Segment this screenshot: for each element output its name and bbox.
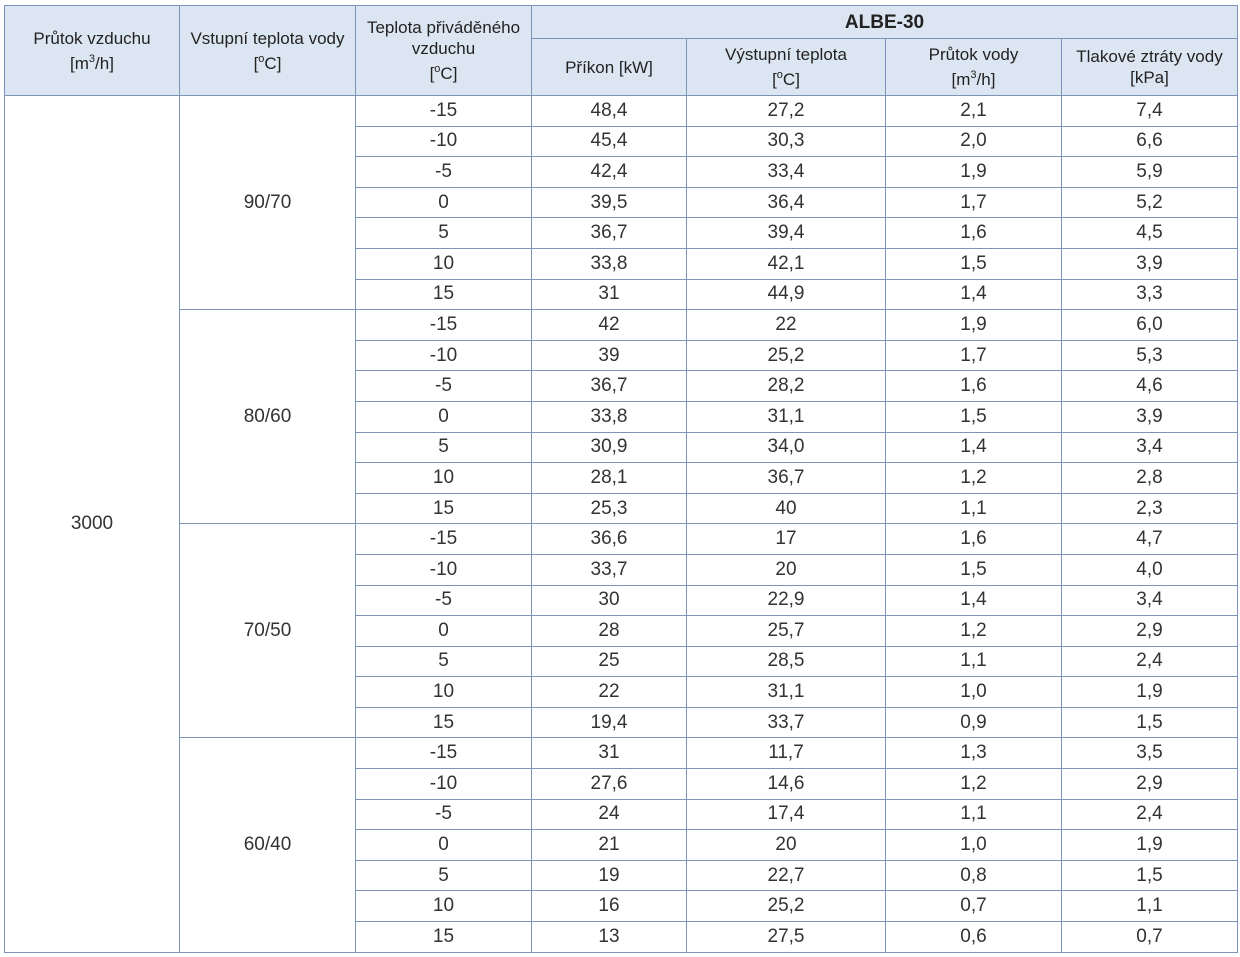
output-temp-cell: 39,4 xyxy=(687,218,886,249)
header-water-temp xyxy=(180,6,356,96)
supply-air-temp-cell: 0 xyxy=(356,830,532,861)
output-temp-cell: 25,2 xyxy=(687,340,886,371)
power-cell: 30,9 xyxy=(532,432,687,463)
output-temp-cell: 14,6 xyxy=(687,769,886,800)
output-temp-cell: 36,7 xyxy=(687,463,886,494)
pressure-loss-cell: 2,9 xyxy=(1062,769,1238,800)
pressure-loss-cell: 3,4 xyxy=(1062,585,1238,616)
pressure-loss-cell: 3,5 xyxy=(1062,738,1238,769)
pressure-loss-cell: 3,9 xyxy=(1062,401,1238,432)
supply-air-temp-cell: -5 xyxy=(356,157,532,188)
pressure-loss-cell: 1,9 xyxy=(1062,830,1238,861)
pressure-loss-cell: 1,9 xyxy=(1062,677,1238,708)
water-flow-cell: 1,0 xyxy=(886,830,1062,861)
water-flow-cell: 1,7 xyxy=(886,340,1062,371)
header-pressure-loss: Tlakové ztráty vody [kPa] xyxy=(1062,39,1238,96)
water-flow-cell: 2,0 xyxy=(886,126,1062,157)
header-air-flow-unit: $[m^3/h]$ xyxy=(70,52,114,73)
header-water-temp-title: Vstupní teplota vody xyxy=(190,28,345,48)
power-cell: 39,5 xyxy=(532,187,687,218)
power-cell: 13 xyxy=(532,922,687,953)
pressure-loss-cell: 2,8 xyxy=(1062,463,1238,494)
pressure-loss-cell: 1,5 xyxy=(1062,707,1238,738)
header-supply-air-temp-unit: [$^o$C] xyxy=(429,63,458,83)
supply-air-temp-cell: 0 xyxy=(356,401,532,432)
pressure-loss-cell: 5,3 xyxy=(1062,340,1238,371)
supply-air-temp-cell: -5 xyxy=(356,371,532,402)
output-temp-cell: 25,7 xyxy=(687,616,886,647)
output-temp-cell: 22,7 xyxy=(687,860,886,891)
power-cell: 25 xyxy=(532,646,687,677)
header-air-flow-title: Průtok vzduchu xyxy=(33,28,151,48)
pressure-loss-cell: 2,4 xyxy=(1062,646,1238,677)
output-temp-cell: 27,5 xyxy=(687,922,886,953)
supply-air-temp-cell: 0 xyxy=(356,616,532,647)
output-temp-cell: 36,4 xyxy=(687,187,886,218)
supply-air-temp-cell: -10 xyxy=(356,340,532,371)
supply-air-temp-cell: -15 xyxy=(356,96,532,127)
output-temp-cell: 31,1 xyxy=(687,401,886,432)
water-flow-cell: 1,6 xyxy=(886,218,1062,249)
pressure-loss-cell: 3,9 xyxy=(1062,248,1238,279)
pressure-loss-cell: 4,7 xyxy=(1062,524,1238,555)
water-temp-cell: 60/40 xyxy=(180,738,356,952)
output-temp-cell: 22 xyxy=(687,310,886,341)
power-cell: 31 xyxy=(532,279,687,310)
output-temp-cell: 20 xyxy=(687,554,886,585)
pressure-loss-cell: 0,7 xyxy=(1062,922,1238,953)
output-temp-cell: 28,2 xyxy=(687,371,886,402)
supply-air-temp-cell: -5 xyxy=(356,799,532,830)
supply-air-temp-cell: -10 xyxy=(356,126,532,157)
water-flow-cell: 1,1 xyxy=(886,493,1062,524)
supply-air-temp-cell: -5 xyxy=(356,585,532,616)
supply-air-temp-cell: 10 xyxy=(356,463,532,494)
output-temp-cell: 30,3 xyxy=(687,126,886,157)
supply-air-temp-cell: 0 xyxy=(356,187,532,218)
power-cell: 24 xyxy=(532,799,687,830)
output-temp-cell: 17,4 xyxy=(687,799,886,830)
table-row xyxy=(5,524,1238,555)
water-flow-cell: 1,9 xyxy=(886,157,1062,188)
power-cell: 45,4 xyxy=(532,126,687,157)
water-flow-cell: 1,4 xyxy=(886,279,1062,310)
supply-air-temp-cell: 5 xyxy=(356,860,532,891)
supply-air-temp-cell: 10 xyxy=(356,891,532,922)
water-flow-cell: 1,5 xyxy=(886,401,1062,432)
water-temp-cell: 70/50 xyxy=(180,524,356,738)
output-temp-cell: 33,7 xyxy=(687,707,886,738)
supply-air-temp-cell: 10 xyxy=(356,677,532,708)
water-flow-cell: 0,8 xyxy=(886,860,1062,891)
pressure-loss-cell: 2,3 xyxy=(1062,493,1238,524)
power-cell: 42 xyxy=(532,310,687,341)
output-temp-cell: 17 xyxy=(687,524,886,555)
power-cell: 36,7 xyxy=(532,371,687,402)
water-flow-cell: 0,9 xyxy=(886,707,1062,738)
water-flow-cell: 1,3 xyxy=(886,738,1062,769)
water-flow-cell: 1,0 xyxy=(886,677,1062,708)
table-row xyxy=(5,738,1238,769)
pressure-loss-cell: 7,4 xyxy=(1062,96,1238,127)
output-temp-cell: 34,0 xyxy=(687,432,886,463)
supply-air-temp-cell: 5 xyxy=(356,646,532,677)
power-cell: 36,6 xyxy=(532,524,687,555)
supply-air-temp-cell: 15 xyxy=(356,493,532,524)
table-row xyxy=(5,310,1238,341)
power-cell: 31 xyxy=(532,738,687,769)
water-flow-cell: 1,4 xyxy=(886,585,1062,616)
water-flow-cell: 0,6 xyxy=(886,922,1062,953)
supply-air-temp-cell: 15 xyxy=(356,279,532,310)
supply-air-temp-cell: -10 xyxy=(356,554,532,585)
power-cell: 16 xyxy=(532,891,687,922)
header-power: Příkon [kW] xyxy=(532,39,687,96)
power-cell: 48,4 xyxy=(532,96,687,127)
output-temp-cell: 25,2 xyxy=(687,891,886,922)
power-cell: 21 xyxy=(532,830,687,861)
header-water-flow: Průtok vody $[m^3/h]$ xyxy=(886,39,1062,96)
water-flow-cell: 0,7 xyxy=(886,891,1062,922)
power-cell: 30 xyxy=(532,585,687,616)
water-flow-cell: 1,5 xyxy=(886,248,1062,279)
pressure-loss-cell: 4,0 xyxy=(1062,554,1238,585)
pressure-loss-cell: 6,6 xyxy=(1062,126,1238,157)
supply-air-temp-cell: -15 xyxy=(356,310,532,341)
water-flow-cell: 1,1 xyxy=(886,646,1062,677)
supply-air-temp-cell: 5 xyxy=(356,432,532,463)
output-temp-cell: 31,1 xyxy=(687,677,886,708)
water-flow-cell: 1,2 xyxy=(886,769,1062,800)
power-cell: 19,4 xyxy=(532,707,687,738)
supply-air-temp-cell: -10 xyxy=(356,769,532,800)
header-water-temp-unit: [$^o$C] xyxy=(253,52,282,73)
pressure-loss-cell: 2,9 xyxy=(1062,616,1238,647)
output-temp-cell: 22,9 xyxy=(687,585,886,616)
supply-air-temp-cell: -15 xyxy=(356,738,532,769)
output-temp-cell: 28,5 xyxy=(687,646,886,677)
header-model: ALBE-30 xyxy=(532,6,1238,39)
supply-air-temp-cell: -15 xyxy=(356,524,532,555)
output-temp-cell: 11,7 xyxy=(687,738,886,769)
pressure-loss-cell: 2,4 xyxy=(1062,799,1238,830)
pressure-loss-cell: 4,5 xyxy=(1062,218,1238,249)
power-cell: 22 xyxy=(532,677,687,708)
performance-table xyxy=(4,5,1238,953)
table-header xyxy=(5,6,1238,96)
power-cell: 42,4 xyxy=(532,157,687,188)
water-flow-cell: 1,4 xyxy=(886,432,1062,463)
water-flow-cell: 1,6 xyxy=(886,371,1062,402)
water-flow-cell: 1,5 xyxy=(886,554,1062,585)
power-cell: 28 xyxy=(532,616,687,647)
water-flow-cell: 2,1 xyxy=(886,96,1062,127)
output-temp-cell: 33,4 xyxy=(687,157,886,188)
water-flow-cell: 1,9 xyxy=(886,310,1062,341)
table-body xyxy=(5,96,1238,953)
pressure-loss-cell: 1,5 xyxy=(1062,860,1238,891)
pressure-loss-cell: 1,1 xyxy=(1062,891,1238,922)
power-cell: 36,7 xyxy=(532,218,687,249)
power-cell: 28,1 xyxy=(532,463,687,494)
water-flow-cell: 1,2 xyxy=(886,616,1062,647)
output-temp-cell: 40 xyxy=(687,493,886,524)
supply-air-temp-cell: 5 xyxy=(356,218,532,249)
power-cell: 33,7 xyxy=(532,554,687,585)
header-supply-air-temp-title: Teplota přiváděného vzduchu xyxy=(366,18,521,58)
power-cell: 33,8 xyxy=(532,248,687,279)
table-row xyxy=(5,96,1238,127)
power-cell: 27,6 xyxy=(532,769,687,800)
power-cell: 25,3 xyxy=(532,493,687,524)
output-temp-cell: 44,9 xyxy=(687,279,886,310)
pressure-loss-cell: 5,2 xyxy=(1062,187,1238,218)
pressure-loss-cell: 4,6 xyxy=(1062,371,1238,402)
pressure-loss-cell: 3,4 xyxy=(1062,432,1238,463)
output-temp-cell: 20 xyxy=(687,830,886,861)
water-flow-cell: 1,6 xyxy=(886,524,1062,555)
water-flow-cell: 1,7 xyxy=(886,187,1062,218)
pressure-loss-cell: 3,3 xyxy=(1062,279,1238,310)
output-temp-cell: 27,2 xyxy=(687,96,886,127)
power-cell: 39 xyxy=(532,340,687,371)
supply-air-temp-cell: 10 xyxy=(356,248,532,279)
output-temp-cell: 42,1 xyxy=(687,248,886,279)
pressure-loss-cell: 6,0 xyxy=(1062,310,1238,341)
water-temp-cell: 80/60 xyxy=(180,310,356,524)
supply-air-temp-cell: 15 xyxy=(356,922,532,953)
power-cell: 33,8 xyxy=(532,401,687,432)
pressure-loss-cell: 5,9 xyxy=(1062,157,1238,188)
water-temp-cell: 90/70 xyxy=(180,96,356,310)
water-flow-cell: 1,1 xyxy=(886,799,1062,830)
water-flow-cell: 1,2 xyxy=(886,463,1062,494)
supply-air-temp-cell: 15 xyxy=(356,707,532,738)
header-air-flow xyxy=(5,6,180,96)
header-output-temp: Výstupní teplota [$^o$C] xyxy=(687,39,886,96)
air-flow-cell: 3000 xyxy=(5,96,180,953)
header-supply-air-temp xyxy=(356,6,532,96)
power-cell: 19 xyxy=(532,860,687,891)
